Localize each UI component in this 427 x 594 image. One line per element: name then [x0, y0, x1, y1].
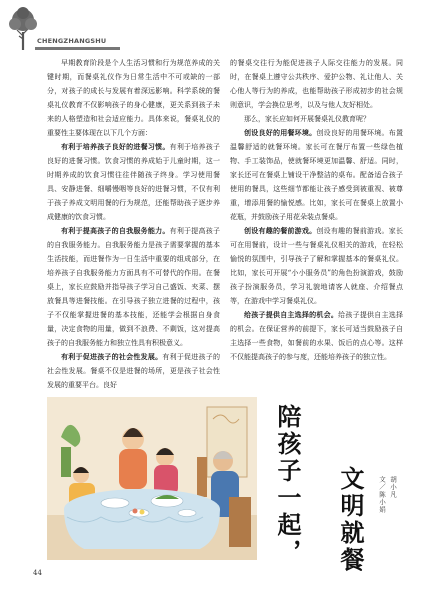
header-divider	[35, 47, 120, 50]
paragraph-lead: 创设有趣的餐前游戏。	[244, 227, 317, 235]
page-number: 44	[33, 569, 42, 577]
byline-author: 文／陈小娟	[378, 476, 386, 514]
paragraph-lead: 给孩子提供自主选择的机会。	[244, 311, 339, 319]
paragraph-text: 创设良好的用餐环境。布置温馨舒适的就餐环境。家长可在餐厅布置一些绿色植物、手工装饰品，使就餐环境更加温馨、舒适。同时，家长还可在餐桌上铺设干净整洁的桌布。配备适合孩子使用的餐具，这些细节都能让孩子感受到被重视、被尊重，增添用餐的愉悦感。比如，家长可在餐桌上放置小花瓶，并鼓励孩子用花朵装点餐桌。	[230, 129, 404, 221]
left-text-column	[47, 56, 220, 392]
section-label: CHENGZHANGSHU	[37, 37, 107, 45]
article-title-line-2: 文明就餐	[336, 466, 365, 574]
paragraph-lead: 有利于培养孩子良好的进餐习惯。	[61, 143, 170, 151]
paragraph-text: 有利于促进孩子的社会性发展。餐桌不仅是进餐的场所，更是孩子社会性发展的重要平台。良好	[47, 353, 221, 389]
paragraph	[47, 224, 220, 350]
paragraph	[230, 308, 403, 364]
paragraph	[230, 56, 403, 112]
paragraph-lead: 创设良好的用餐环境。	[244, 129, 317, 137]
paragraph-text: 早期教育阶段是个人生活习惯和行为规范养成的关键时期，而餐桌礼仪作为日常生活中不可或缺的一部分，对孩子的成长与发展有着深远影响。科学系统的餐桌礼仪教育不仅影响孩子的身心健康，更关系到孩子未来的人格塑造和社会适应能力。具体来说，餐桌礼仪的重要性主要体现在以下几个方面：	[47, 59, 220, 137]
page-header	[0, 0, 427, 56]
paragraph-text: 创设有趣的餐前游戏。家长可在用餐前，设计一些与餐桌礼仪相关的游戏，在轻松愉悦的氛围中，引导孩子了解和掌握基本的餐桌礼仪。比如，家长可开展“小小服务员”的角色扮演游戏，鼓励孩子扮演服务员，学习礼貌地请客人就座、介绍餐点等，在游戏中学习餐桌礼仪。	[230, 227, 404, 305]
paragraph-text: 给孩子提供自主选择的机会。在保证营养的前提下，家长可适当鼓励孩子自主选择一些食物，如餐前的水果、饭后的点心等。这样不仅能提高孩子的参与度，还能培养孩子的独立性。	[230, 311, 404, 361]
byline-illustrator: 胡小凡	[389, 476, 397, 499]
paragraph	[230, 126, 403, 224]
paragraph-lead: 有利于提高孩子的自我服务能力。	[61, 227, 170, 235]
right-text-column	[230, 56, 403, 364]
paragraph	[47, 56, 220, 140]
paragraph-text: 那么，家长应如何开展餐桌礼仪教育呢？	[244, 115, 370, 123]
article-title-line-1: 陪孩子一起，	[273, 404, 302, 566]
paragraph-text: 有利于提高孩子的自我服务能力。自我服务能力是孩子需要掌握的基本生活技能，而进餐作为一日生活中重要的组成部分，在培养孩子自我服务能力方面具有不可替代的作用。在餐桌上，家长应鼓励并指导孩子学习自己盛饭、夹菜、摆放餐具等进餐技能。在引导孩子独立进餐的过程中，孩子不仅能掌握进餐的基本技能，还能学会根据自身食量，决定食物的用量，做到不浪费、不剩饭，这对提高孩子的自我服务能力和独立性具有积极意义。	[47, 227, 221, 347]
paragraph-lead: 有利于促进孩子的社会性发展。	[61, 353, 163, 361]
family-dinner-illustration	[47, 397, 257, 560]
paragraph-text: 的餐桌交往行为能促进孩子人际交往能力的发展。同时，在餐桌上遵守公共秩序、爱护公物、礼让他人、关心他人等行为的养成，也能帮助孩子形成初步的社会规则意识，学会换位思考，以及与他人友好相处。	[230, 59, 403, 109]
tree-logo-icon	[8, 6, 38, 50]
paragraph	[47, 140, 220, 224]
paragraph	[47, 350, 220, 392]
paragraph-text: 有利于培养孩子良好的进餐习惯。饮食习惯的养成始于儿童时期，这一时期养成的饮食习惯往往伴随孩子终身。学习使用餐具、安静进餐、细嚼慢咽等良好的进餐习惯，不仅有利于孩子养成文明用餐的行为规范，还能帮助孩子逐步养成健康的饮食习惯。	[47, 143, 221, 221]
paragraph	[230, 224, 403, 308]
paragraph	[230, 112, 403, 126]
